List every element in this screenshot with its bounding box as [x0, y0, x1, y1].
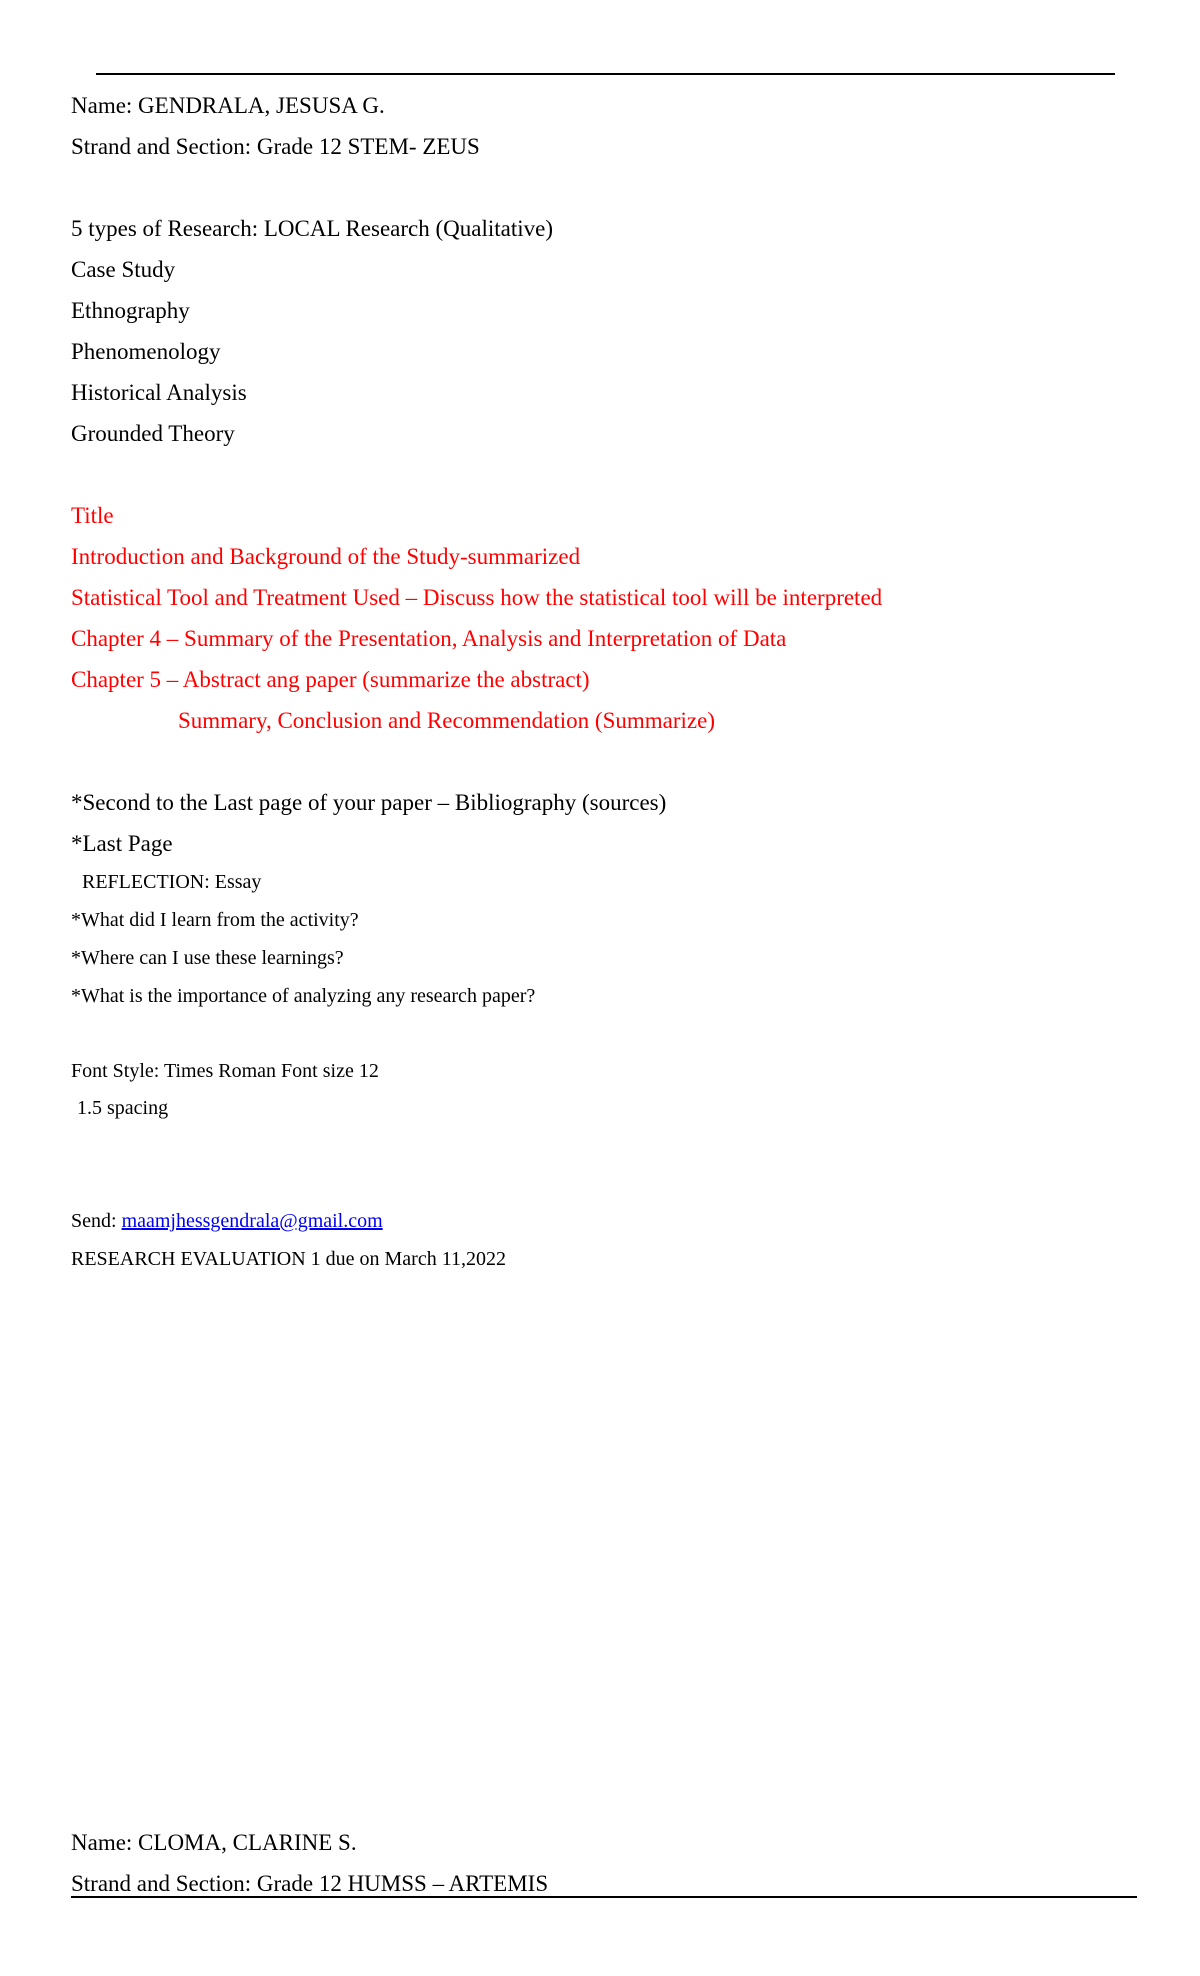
outline-item-chapter-4: Chapter 4 – Summary of the Presentation, Analysis and Interpretation of Data	[71, 626, 787, 651]
spacing-note: 1.5 spacing	[77, 1097, 169, 1119]
student-name: Name: GENDRALA, JESUSA G.	[71, 93, 385, 118]
research-type-item: Grounded Theory	[71, 421, 235, 446]
research-type-item: Historical Analysis	[71, 380, 247, 405]
research-types-heading: 5 types of Research: LOCAL Research (Qualitative)	[71, 216, 553, 241]
next-student-name: Name: CLOMA, CLARINE S.	[71, 1830, 357, 1855]
reflection-heading: REFLECTION: Essay	[82, 871, 262, 893]
reflection-question: *What is the importance of analyzing any research paper?	[71, 985, 536, 1007]
last-page-instruction: *Last Page	[71, 831, 173, 856]
bottom-rule	[71, 1896, 1137, 1898]
outline-item-introduction: Introduction and Background of the Study-summarized	[71, 544, 581, 569]
reflection-question: *Where can I use these learnings?	[71, 947, 344, 969]
send-label: Send:	[71, 1210, 122, 1232]
bibliography-instruction: *Second to the Last page of your paper – Bibliography (sources)	[71, 790, 667, 815]
outline-item-chapter-5: Chapter 5 – Abstract ang paper (summarize the abstract)	[71, 667, 590, 692]
outline-sub-item-summary: Summary, Conclusion and Recommendation (Summarize)	[178, 708, 715, 733]
send-line	[71, 1211, 383, 1231]
research-type-item: Case Study	[71, 257, 176, 282]
outline-item-title: Title	[71, 503, 114, 528]
research-type-item: Phenomenology	[71, 339, 221, 364]
research-type-item: Ethnography	[71, 298, 190, 323]
reflection-question: *What did I learn from the activity?	[71, 909, 359, 931]
due-date-note: RESEARCH EVALUATION 1 due on March 11,2022	[71, 1248, 506, 1270]
next-strand-section: Strand and Section: Grade 12 HUMSS – ARTEMIS	[71, 1871, 549, 1896]
top-rule	[96, 73, 1115, 75]
font-style-note: Font Style: Times Roman Font size 12	[71, 1060, 379, 1082]
email-link[interactable]: maamjhessgendrala@gmail.com	[121, 1210, 383, 1232]
strand-section: Strand and Section: Grade 12 STEM- ZEUS	[71, 134, 480, 159]
outline-item-statistical-tool: Statistical Tool and Treatment Used – Discuss how the statistical tool will be interpreted	[71, 585, 883, 610]
